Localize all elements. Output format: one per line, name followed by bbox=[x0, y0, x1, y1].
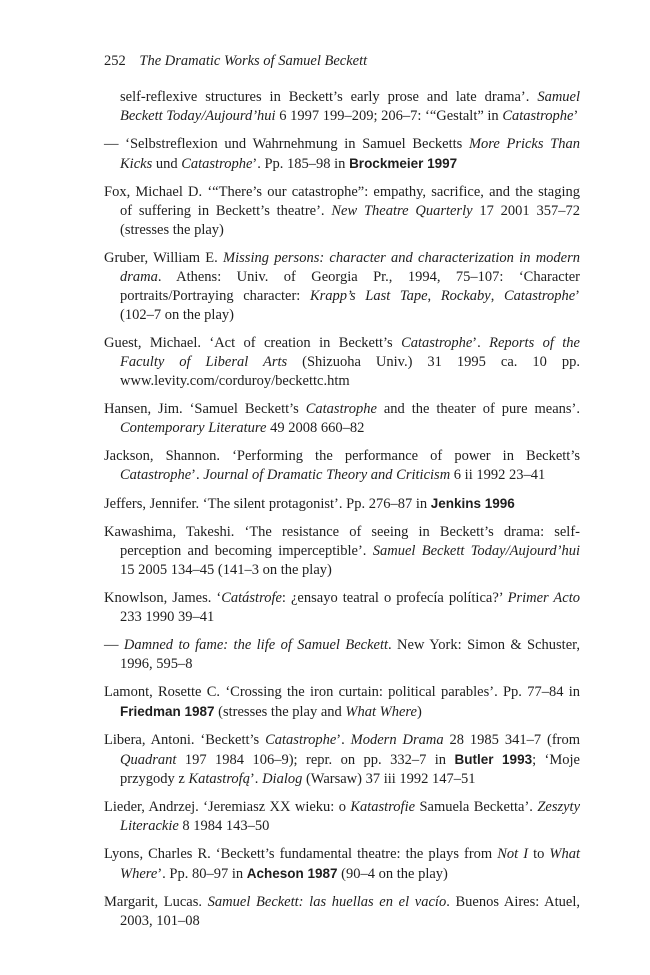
entry-text: Lyons, Charles R. ‘Beckett’s fundamental theatre: the plays from bbox=[104, 846, 498, 862]
entry-text: (Warsaw) 37 iii 1992 147–51 bbox=[302, 771, 476, 787]
entry-text: 6 ii 1992 23–41 bbox=[450, 467, 546, 483]
bibliography-entry bbox=[104, 523, 580, 580]
entry-text: ’. bbox=[472, 335, 490, 351]
italic-text: Reports of the Faculty of Liberal Arts bbox=[120, 335, 580, 370]
entry-text: : ¿ensayo teatral o profecía política?’ bbox=[281, 590, 508, 606]
italic-text: Modern Drama bbox=[350, 732, 444, 748]
entry-text: Fox, Michael D. ‘“There’s our catastrophe”: empathy, sacrifice, and the staging of suffering in Beckett’s theatre’. bbox=[104, 184, 580, 219]
bibliography-entry bbox=[104, 400, 580, 438]
entry-text: Lieder, Andrzej. ‘Jeremiasz XX wieku: o bbox=[104, 799, 351, 815]
entry-text: 8 1984 143–50 bbox=[178, 818, 270, 834]
italic-text: Not I bbox=[497, 846, 529, 862]
entry-text: . New York: Simon & Schuster, 1996, 595–8 bbox=[120, 637, 581, 672]
entry-text: Libera, Antoni. ‘Beckett’s bbox=[104, 732, 266, 748]
entry-text: Kawashima, Takeshi. ‘The resistance of seeing in Beckett’s drama: self-perception and becoming imperceptible’. bbox=[104, 524, 580, 559]
bibliography-entry bbox=[104, 249, 580, 325]
entry-text: ’ (102–7 on the play) bbox=[120, 288, 581, 323]
bibliography-entry bbox=[104, 183, 580, 240]
bibliography-entry bbox=[104, 845, 580, 884]
entry-text: self-reflexive structures in Beckett’s early prose and late drama’. bbox=[120, 89, 538, 105]
bibliography-entry bbox=[104, 88, 580, 126]
entry-text: Lamont, Rosette C. ‘Crossing the iron curtain: political parables’. Pp. 77–84 in bbox=[104, 684, 580, 700]
bold-reference: Friedman 1987 bbox=[120, 704, 215, 719]
bold-reference: Acheson 1987 bbox=[246, 866, 338, 881]
entry-text: , bbox=[427, 288, 441, 304]
italic-text: Contemporary Literature bbox=[120, 420, 267, 436]
italic-text: Catastrophe bbox=[401, 335, 473, 351]
italic-text: Quadrant bbox=[120, 752, 177, 768]
bibliography-entry bbox=[104, 494, 580, 514]
entry-text: ’. bbox=[191, 467, 204, 483]
entry-text: Gruber, William E. bbox=[104, 250, 224, 266]
entry-text: Jeffers, Jennifer. ‘The silent protagonist’. Pp. 276–87 in bbox=[104, 496, 431, 512]
bibliography-entry bbox=[104, 731, 580, 789]
running-title: The Dramatic Works of Samuel Beckett bbox=[139, 53, 368, 69]
entry-text: — ‘Selbstreflexion und Wahrnehmung in Samuel Becketts bbox=[104, 136, 469, 152]
italic-text: Missing persons: character and characterization in modern drama bbox=[120, 250, 581, 285]
bold-reference: Butler 1993 bbox=[454, 752, 533, 767]
entry-text: Jackson, Shannon. ‘Performing the performance of power in Beckett’s bbox=[104, 448, 580, 464]
entry-text: und bbox=[152, 156, 182, 172]
italic-text: Journal of Dramatic Theory and Criticism bbox=[203, 467, 451, 483]
italic-text: Catastrophe bbox=[120, 467, 192, 483]
italic-text: Katastrofą bbox=[188, 771, 250, 787]
bibliography-entry bbox=[104, 334, 580, 391]
bold-reference: Brockmeier 1997 bbox=[349, 156, 458, 171]
entry-text: ’. bbox=[336, 732, 351, 748]
entry-text: to bbox=[528, 846, 550, 862]
italic-text: Rockaby bbox=[440, 288, 491, 304]
entry-text: . Athens: Univ. of Georgia Pr., 1994, 75–107: ‘Character portraits/Portraying character: bbox=[120, 269, 580, 304]
italic-text: Dialog bbox=[262, 771, 303, 787]
italic-text: Catástrofe bbox=[221, 590, 282, 606]
entry-text: . Buenos Aires: Atuel, 2003, 101–08 bbox=[120, 894, 580, 929]
entry-text: Margarit, Lucas. bbox=[104, 894, 208, 910]
entry-text: 197 1984 106–9); repr. on pp. 332–7 in bbox=[176, 752, 455, 768]
italic-text: Samuel Beckett: las huellas en el vacío bbox=[207, 894, 447, 910]
bibliography-entry bbox=[104, 798, 580, 836]
entry-text: 233 1990 39–41 bbox=[120, 609, 215, 625]
italic-text: Katastrofie bbox=[350, 799, 416, 815]
entry-text: ’. bbox=[249, 771, 263, 787]
italic-text: More Pricks Than Kicks bbox=[120, 136, 580, 172]
italic-text: Catastrophe bbox=[502, 108, 574, 124]
entry-text: (90–4 on the play) bbox=[337, 866, 448, 882]
entry-text: ; ‘Moje przygody z bbox=[120, 752, 580, 787]
italic-text: Samuel Beckett Today/Aujourd’hui bbox=[120, 89, 580, 124]
italic-text: Krapp’s Last Tape bbox=[309, 288, 428, 304]
italic-text: What Where bbox=[120, 846, 581, 882]
entry-text: — bbox=[104, 637, 124, 653]
entry-text: (Shizuoha Univ.) 31 1995 ca. 10 pp. www.levity.com/corduroy/beckettc.htm bbox=[120, 354, 580, 389]
bibliography-entry bbox=[104, 589, 580, 627]
italic-text: What Where bbox=[345, 704, 417, 720]
italic-text: Zeszyty Literackie bbox=[120, 799, 580, 834]
entry-text: Knowlson, James. ‘ bbox=[104, 590, 222, 606]
page-number: 252 bbox=[104, 53, 126, 69]
entry-text: 49 2008 660–82 bbox=[266, 420, 365, 436]
bibliography-entry bbox=[104, 135, 580, 174]
italic-text: Samuel Beckett Today/Aujourd’hui bbox=[372, 543, 580, 559]
entry-text: ’. Pp. 80–97 in bbox=[157, 866, 247, 882]
italic-text: Catastrophe bbox=[181, 156, 253, 172]
bibliography-entry bbox=[104, 636, 580, 674]
entry-text: and the theater of pure means’. bbox=[376, 401, 580, 417]
entry-text: 6 1997 199–209; 206–7: ‘“Gestalt” in bbox=[275, 108, 503, 124]
entry-text: 28 1985 341–7 (from bbox=[443, 732, 581, 748]
entry-text: Hansen, Jim. ‘Samuel Beckett’s bbox=[104, 401, 306, 417]
italic-text: Damned to fame: the life of Samuel Beckett bbox=[123, 637, 389, 653]
italic-text: New Theatre Quarterly bbox=[331, 203, 473, 219]
bibliography-entry bbox=[104, 893, 580, 931]
italic-text: Catastrophe bbox=[265, 732, 337, 748]
italic-text: Primer Acto bbox=[507, 590, 580, 606]
entry-text: 17 2001 357–72 (stresses the play) bbox=[120, 203, 580, 238]
entry-text: , bbox=[490, 288, 504, 304]
entry-text: Guest, Michael. ‘Act of creation in Beckett’s bbox=[104, 335, 402, 351]
entry-text: Samuela Becketta’. bbox=[415, 799, 538, 815]
italic-text: Catastrophe bbox=[504, 288, 576, 304]
bibliography-entry bbox=[104, 683, 580, 722]
bibliography-list bbox=[104, 88, 580, 940]
bibliography-entry bbox=[104, 447, 580, 485]
entry-text: 15 2005 134–45 (141–3 on the play) bbox=[120, 562, 332, 578]
entry-text: ’. Pp. 185–98 in bbox=[252, 156, 350, 172]
italic-text: Catastrophe bbox=[305, 401, 377, 417]
bold-reference: Jenkins 1996 bbox=[430, 496, 515, 511]
entry-text: (stresses the play and bbox=[214, 704, 346, 720]
entry-text: ’ bbox=[573, 108, 579, 124]
entry-text: ) bbox=[416, 704, 422, 720]
page-header bbox=[104, 53, 584, 70]
